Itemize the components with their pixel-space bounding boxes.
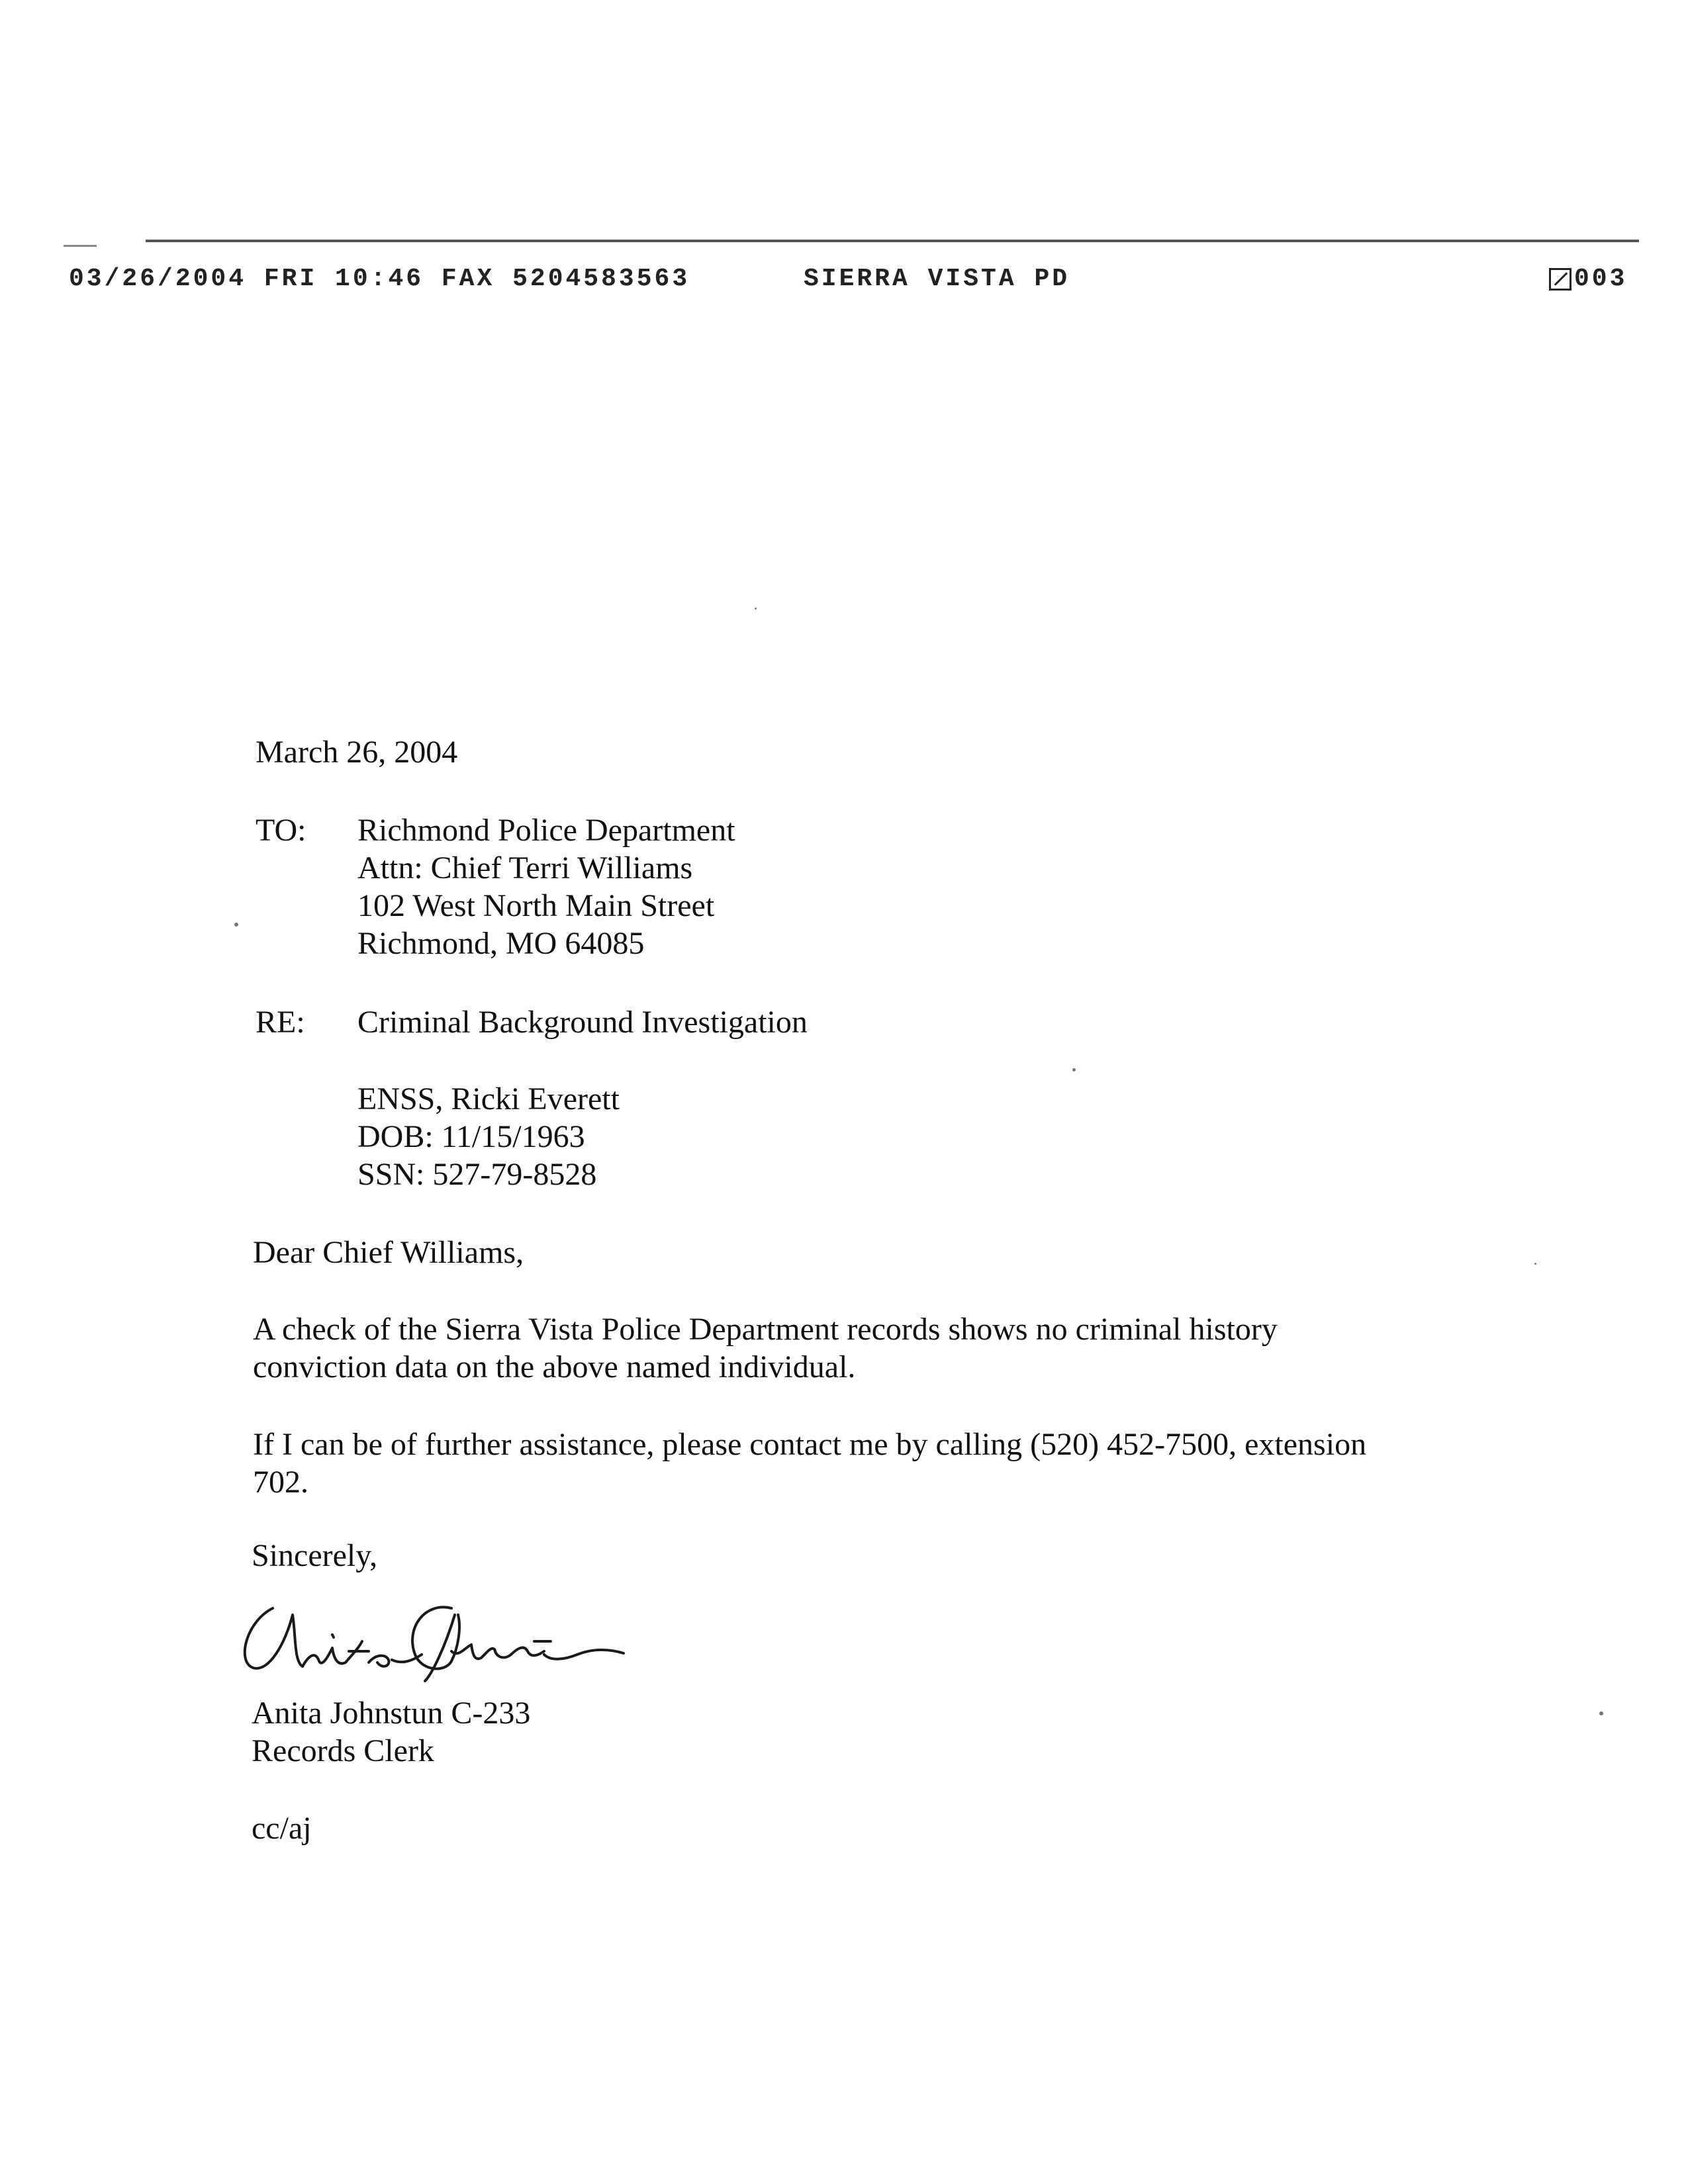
subject-line: ENSS, Ricki Everett bbox=[357, 1081, 620, 1116]
body-paragraph-1 bbox=[253, 1310, 1477, 1386]
scan-speck bbox=[1072, 1068, 1076, 1071]
paragraph-line: conviction data on the above named individual. bbox=[253, 1349, 856, 1385]
fax-header-rule-left bbox=[64, 245, 97, 247]
recipient-line: Attn: Chief Terri Williams bbox=[357, 850, 693, 886]
re-label: RE: bbox=[256, 1005, 305, 1040]
scan-speck bbox=[755, 608, 757, 610]
closing: Sincerely, bbox=[252, 1538, 378, 1573]
paragraph-line: 702. bbox=[253, 1465, 308, 1500]
fax-page-number: 003 bbox=[1574, 265, 1628, 293]
salutation: Dear Chief Williams, bbox=[253, 1235, 524, 1270]
scan-speck bbox=[1599, 1711, 1603, 1715]
paragraph-line: If I can be of further assistance, please contact me by calling (520) 452-7500, extension bbox=[253, 1427, 1367, 1462]
recipient-line: Richmond, MO 64085 bbox=[357, 926, 645, 961]
recipient-line: 102 West North Main Street bbox=[357, 888, 715, 923]
paragraph-line: A check of the Sierra Vista Police Department records shows no criminal history bbox=[253, 1312, 1278, 1347]
scan-speck bbox=[234, 923, 238, 927]
fax-header-sender: SIERRA VISTA PD bbox=[804, 265, 1070, 293]
re-subject: Criminal Background Investigation bbox=[357, 1005, 808, 1040]
fax-header-timestamp: 03/26/2004 FRI 10:46 FAX 5204583563 bbox=[69, 265, 690, 293]
scan-speck bbox=[1534, 1263, 1536, 1265]
cc-initials: cc/aj bbox=[252, 1811, 312, 1846]
handwritten-signature bbox=[233, 1588, 630, 1688]
subject-details bbox=[357, 1080, 620, 1193]
body-paragraph-2 bbox=[253, 1426, 1477, 1501]
fax-header-rule bbox=[146, 240, 1639, 242]
signer-block bbox=[252, 1694, 530, 1770]
fax-header-page bbox=[1549, 265, 1627, 293]
recipient-address bbox=[357, 811, 735, 962]
subject-line: SSN: 527-79-8528 bbox=[357, 1157, 597, 1192]
fax-page-icon bbox=[1549, 268, 1571, 291]
subject-line: DOB: 11/15/1963 bbox=[357, 1119, 585, 1154]
signer-title: Records Clerk bbox=[252, 1733, 434, 1768]
to-label: TO: bbox=[256, 813, 306, 848]
signer-name: Anita Johnstun C-233 bbox=[252, 1696, 531, 1731]
recipient-line: Richmond Police Department bbox=[357, 813, 735, 848]
letter-date: March 26, 2004 bbox=[256, 735, 458, 770]
